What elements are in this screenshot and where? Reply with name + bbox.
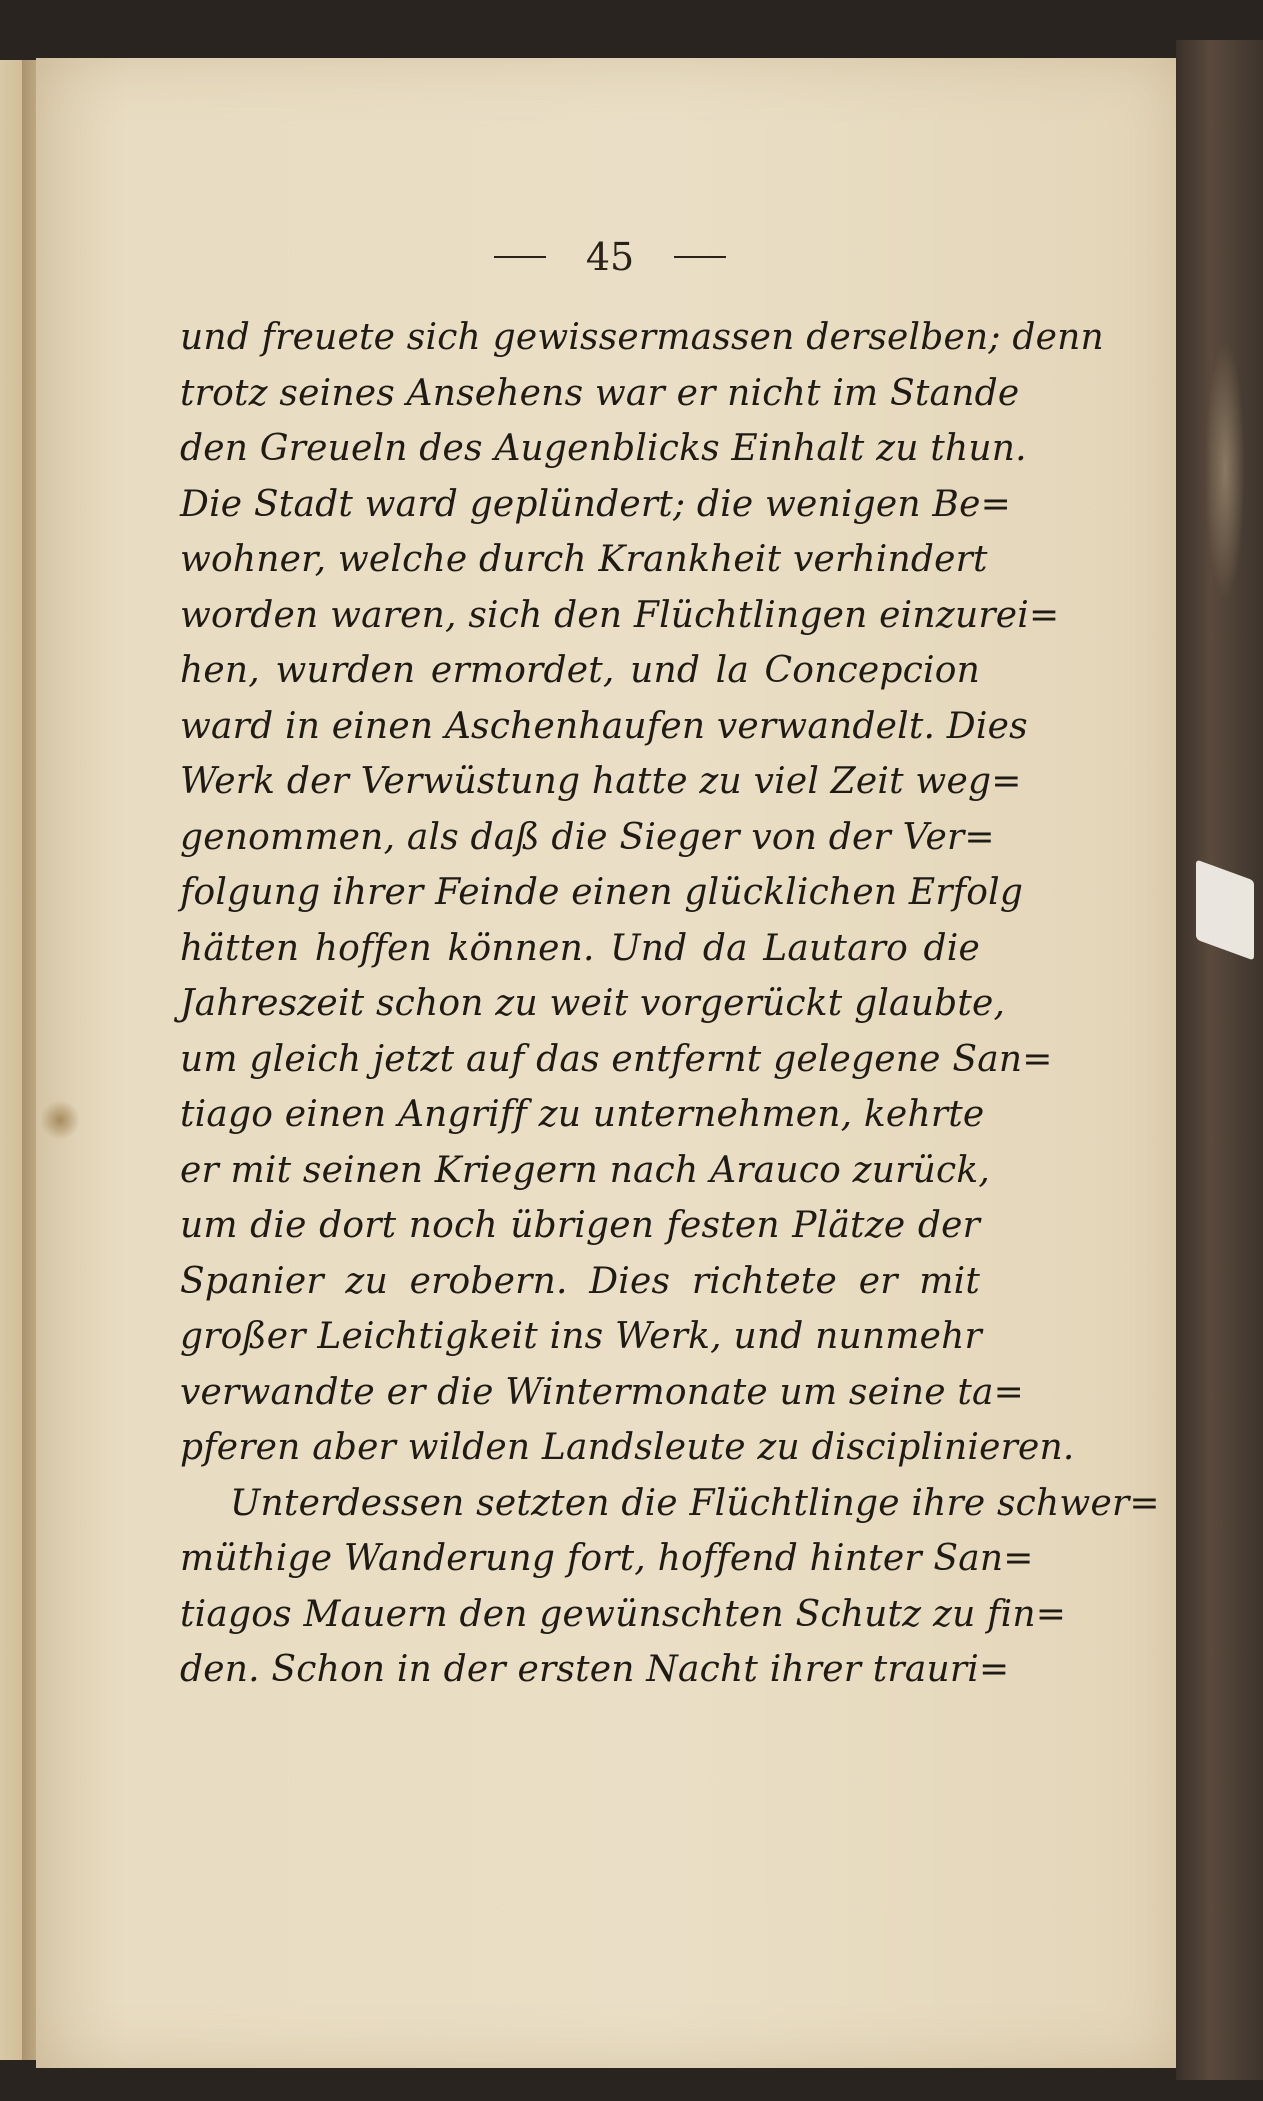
cover-wear-mark — [1205, 340, 1245, 600]
body-text — [180, 310, 1160, 1698]
text-line: hen, wurden ermordet, und la Concepcion — [180, 650, 980, 691]
text-line: folgung ihrer Feinde einen glücklichen Erfolg — [180, 872, 1024, 913]
text-line: tiagos Mauern den gewünschten Schutz zu fin= — [180, 1593, 1067, 1635]
book-gutter — [22, 60, 36, 2060]
text-line: pferen aber wilden Landsleute zu disciplinieren. — [180, 1427, 1075, 1468]
paper-stain — [40, 1100, 80, 1140]
text-line: und freuete sich gewissermassen derselben; denn — [180, 317, 1104, 358]
text-line: hätten hoffen können. Und da Lautaro die — [180, 927, 980, 969]
text-line: ward in einen Aschenhaufen verwandelt. Dies — [180, 705, 1028, 747]
text-line: trotz seines Ansehens war er nicht im Stande — [180, 372, 1020, 414]
text-line: verwandte er die Wintermonate um seine ta= — [180, 1371, 1025, 1413]
text-line: Spanier zu erobern. Dies richtete er mit — [180, 1260, 980, 1302]
text-line: Die Stadt ward geplündert; die wenigen Be= — [180, 483, 1011, 525]
text-line: den Greueln des Augenblicks Einhalt zu thun. — [180, 428, 1027, 469]
page-number: 45 — [585, 235, 635, 279]
page-header — [460, 232, 760, 282]
text-line: er mit seinen Kriegern nach Arauco zurück, — [180, 1149, 990, 1191]
text-line: müthige Wanderung fort, hoffend hinter San= — [180, 1538, 1034, 1579]
header-dash-left — [494, 256, 546, 258]
text-line: wohner, welche durch Krankheit verhindert — [180, 539, 988, 580]
text-line: Jahreszeit schon zu weit vorgerückt glaubte, — [180, 983, 1006, 1024]
text-line: um gleich jetzt auf das entfernt gelegene San= — [180, 1038, 1053, 1080]
header-dash-right — [674, 256, 726, 258]
text-line: genommen, als daß die Sieger von der Ver= — [180, 816, 995, 858]
text-line: Unterdessen setzten die Flüchtlinge ihre schwer= — [230, 1482, 1160, 1524]
text-line: tiago einen Angriff zu unternehmen, kehrte — [180, 1094, 985, 1135]
text-line: Werk der Verwüstung hatte zu viel Zeit weg= — [180, 761, 1022, 802]
text-line: um die dort noch übrigen festen Plätze der — [180, 1205, 980, 1246]
text-line: den. Schon in der ersten Nacht ihrer trauri= — [180, 1649, 1010, 1690]
text-line: großer Leichtigkeit ins Werk, und nunmehr — [180, 1316, 982, 1357]
text-line: worden waren, sich den Flüchtlingen einzurei= — [180, 594, 1060, 636]
